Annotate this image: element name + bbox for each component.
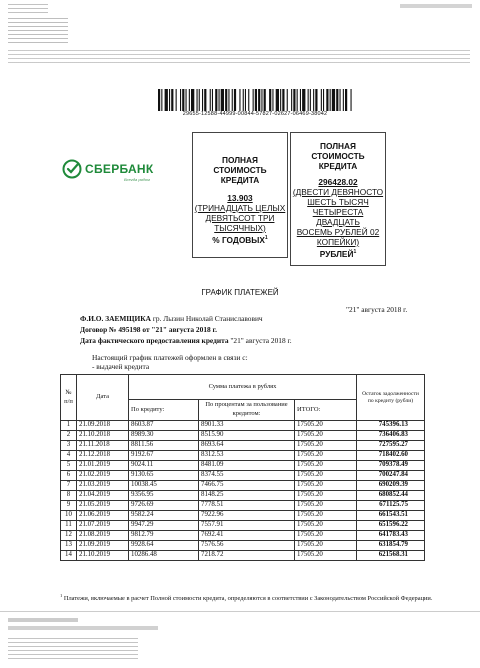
rate-unit: % ГОДОВЫХ (212, 234, 265, 245)
row-date: 21.07.2019 (77, 521, 129, 531)
row-interest: 7218.72 (199, 551, 295, 561)
row-number: 7 (61, 481, 77, 491)
row-number: 5 (61, 461, 77, 471)
table-row (61, 461, 425, 471)
row-interest: 8901.33 (199, 421, 295, 431)
row-interest: 7466.75 (199, 481, 295, 491)
row-total: 17505.20 (295, 541, 357, 551)
logo-tagline: Всегда рядом (124, 177, 150, 182)
header-meta-block (8, 18, 68, 44)
sum-words-line1: (ДВЕСТИ ДЕВЯНОСТО (292, 187, 384, 197)
row-total: 17505.20 (295, 491, 357, 501)
sum-footnote-mark: 1 (353, 249, 357, 255)
row-date: 21.10.2019 (77, 551, 129, 561)
contract-line: Договор № 495198 от "21" августа 2018 г. (80, 325, 217, 334)
row-total: 17505.20 (295, 511, 357, 521)
row-total: 17505.20 (295, 531, 357, 541)
row-interest: 8481.09 (199, 461, 295, 471)
row-credit: 10286.48 (129, 551, 199, 561)
rate-footnote-mark: 1 (264, 235, 268, 241)
footnote-text: Платежи, включаемые в расчет Полной стоимости кредита, определяются в соответствии с Законодательством Российской Федерации. (63, 595, 433, 603)
row-number: 1 (61, 421, 77, 431)
row-number: 12 (61, 531, 77, 541)
row-credit: 9582.24 (129, 511, 199, 521)
footer-small-print-3 (8, 638, 138, 662)
rate-words-line2: ДЕВЯТЬСОТ ТРИ (205, 213, 275, 223)
actual-date-line (80, 336, 292, 345)
table-row (61, 531, 425, 541)
header-date: Дата (77, 375, 129, 421)
row-date: 21.08.2019 (77, 531, 129, 541)
header-interest: По процентам за пользование кредитом: (199, 400, 295, 421)
intro-line-1: Настоящий график платежей оформлен в связи с: (92, 353, 248, 362)
rate-words-line3: ТЫСЯЧНЫХ) (214, 223, 266, 233)
footnote (60, 592, 440, 603)
row-credit: 9726.69 (129, 501, 199, 511)
header-credit: По кредиту: (129, 400, 199, 421)
intro-line-2: - выдачей кредита (92, 362, 150, 371)
rate-words-line1: (ТРИНАДЦАТЬ ЦЕЛЫХ (194, 203, 286, 213)
borrower-name: гр. Лызин Николай Станиславович (152, 314, 263, 323)
row-interest: 8312.53 (199, 451, 295, 461)
row-number: 10 (61, 511, 77, 521)
row-credit: 9356.95 (129, 491, 199, 501)
header-notice-block (8, 50, 470, 64)
row-interest: 8374.55 (199, 471, 295, 481)
table-row (61, 491, 425, 501)
row-credit: 9024.11 (129, 461, 199, 471)
sum-words-line4: ВОСЕМЬ РУБЛЕЙ 02 (296, 227, 380, 237)
schedule-title: ГРАФИК ПЛАТЕЖЕЙ (201, 288, 279, 297)
row-total: 17505.20 (295, 441, 357, 451)
row-credit: 8603.87 (129, 421, 199, 431)
full-cost-sum-box (290, 132, 386, 266)
row-balance: 651596.22 (357, 521, 425, 531)
row-balance: 671125.75 (357, 501, 425, 511)
row-total: 17505.20 (295, 451, 357, 461)
sum-unit: РУБЛЕЙ (319, 248, 354, 259)
row-number: 3 (61, 441, 77, 451)
row-balance: 621568.31 (357, 551, 425, 561)
row-number: 13 (61, 541, 77, 551)
row-credit: 8811.56 (129, 441, 199, 451)
row-number: 4 (61, 451, 77, 461)
table-row (61, 521, 425, 531)
row-interest: 7692.41 (199, 531, 295, 541)
row-number: 11 (61, 521, 77, 531)
row-total: 17505.20 (295, 471, 357, 481)
borrower-label: Ф.И.О. ЗАЕМЩИКА (80, 314, 151, 323)
actual-date-value: "21" августа 2018 г. (230, 336, 292, 345)
row-credit: 9947.29 (129, 521, 199, 531)
barcode-number: 29655-12588-44999-00844-57827-02627-06469-38042 (182, 111, 328, 117)
borrower-line (80, 314, 263, 323)
row-credit: 9928.64 (129, 541, 199, 551)
table-row (61, 421, 425, 431)
document-date: "21" августа 2018 г. (346, 305, 408, 314)
table-row (61, 451, 425, 461)
row-number: 2 (61, 431, 77, 441)
row-interest: 8693.64 (199, 441, 295, 451)
full-cost-rate-box (192, 132, 288, 258)
rate-value: 13.903 (227, 193, 253, 203)
table-row (61, 431, 425, 441)
payment-schedule-table (60, 374, 425, 561)
table-row (61, 501, 425, 511)
table-row (61, 481, 425, 491)
sum-title-line2: СТОИМОСТЬ КРЕДИТА (311, 151, 365, 171)
header-small-print (8, 4, 48, 16)
row-number: 14 (61, 551, 77, 561)
rate-title-line2: СТОИМОСТЬ КРЕДИТА (213, 165, 267, 185)
row-total: 17505.20 (295, 521, 357, 531)
sum-value: 296428.02 (318, 177, 358, 187)
header-total: ИТОГО: (295, 400, 357, 421)
sberbank-logo (62, 159, 182, 189)
sum-words-line3: ЧЕТЫРЕСТА ДВАДЦАТЬ (312, 207, 364, 227)
row-number: 9 (61, 501, 77, 511)
actual-date-label: Дата фактического предоставления кредита (80, 336, 229, 345)
barcode (158, 89, 352, 111)
footer-small-print-2 (8, 626, 158, 630)
row-number: 8 (61, 491, 77, 501)
header-sum: Сумма платежа в рублях (129, 375, 357, 400)
header-no: № п/п (61, 375, 77, 421)
logo-wordmark: СБЕРБАНК (85, 162, 154, 176)
sberbank-logo-icon (62, 159, 82, 179)
row-balance: 700247.84 (357, 471, 425, 481)
table-row (61, 471, 425, 481)
row-credit: 9192.67 (129, 451, 199, 461)
row-credit: 9130.65 (129, 471, 199, 481)
table-row (61, 511, 425, 521)
row-total: 17505.20 (295, 461, 357, 471)
row-total: 17505.20 (295, 421, 357, 431)
row-balance: 680852.44 (357, 491, 425, 501)
row-balance: 745396.13 (357, 421, 425, 431)
row-date: 21.03.2019 (77, 481, 129, 491)
row-total: 17505.20 (295, 431, 357, 441)
row-date: 21.09.2019 (77, 541, 129, 551)
row-credit: 8989.30 (129, 431, 199, 441)
row-interest: 7778.51 (199, 501, 295, 511)
row-balance: 641783.43 (357, 531, 425, 541)
footnote-mark: 1 (60, 593, 63, 598)
header-balance: Остаток задолженности по кредиту (рубли) (357, 375, 425, 421)
row-balance: 718402.60 (357, 451, 425, 461)
row-balance: 690209.39 (357, 481, 425, 491)
row-total: 17505.20 (295, 551, 357, 561)
row-date: 21.05.2019 (77, 501, 129, 511)
rate-title-line1: ПОЛНАЯ (222, 155, 258, 165)
row-balance: 709378.49 (357, 461, 425, 471)
table-row (61, 441, 425, 451)
row-interest: 7922.96 (199, 511, 295, 521)
sum-words-line2: ШЕСТЬ ТЫСЯЧ (307, 197, 369, 207)
row-date: 21.11.2018 (77, 441, 129, 451)
row-date: 21.10.2018 (77, 431, 129, 441)
row-date: 21.12.2018 (77, 451, 129, 461)
table-row (61, 541, 425, 551)
row-interest: 7576.56 (199, 541, 295, 551)
sum-words-line5: КОПЕЙКИ) (316, 237, 360, 247)
row-balance: 631854.79 (357, 541, 425, 551)
row-interest: 8515.90 (199, 431, 295, 441)
row-date: 21.04.2019 (77, 491, 129, 501)
row-credit: 10038.45 (129, 481, 199, 491)
row-interest: 8148.25 (199, 491, 295, 501)
row-balance: 736406.83 (357, 431, 425, 441)
row-number: 6 (61, 471, 77, 481)
row-date: 21.01.2019 (77, 461, 129, 471)
footer-small-print-1 (8, 618, 78, 622)
row-total: 17505.20 (295, 481, 357, 491)
row-date: 21.02.2019 (77, 471, 129, 481)
sum-title-line1: ПОЛНАЯ (320, 141, 356, 151)
row-credit: 9812.79 (129, 531, 199, 541)
header-small-print-right (400, 4, 472, 8)
page-separator (0, 611, 480, 612)
row-balance: 661543.51 (357, 511, 425, 521)
table-row (61, 551, 425, 561)
row-date: 21.09.2018 (77, 421, 129, 431)
row-total: 17505.20 (295, 501, 357, 511)
row-balance: 727595.27 (357, 441, 425, 451)
row-date: 21.06.2019 (77, 511, 129, 521)
row-interest: 7557.91 (199, 521, 295, 531)
